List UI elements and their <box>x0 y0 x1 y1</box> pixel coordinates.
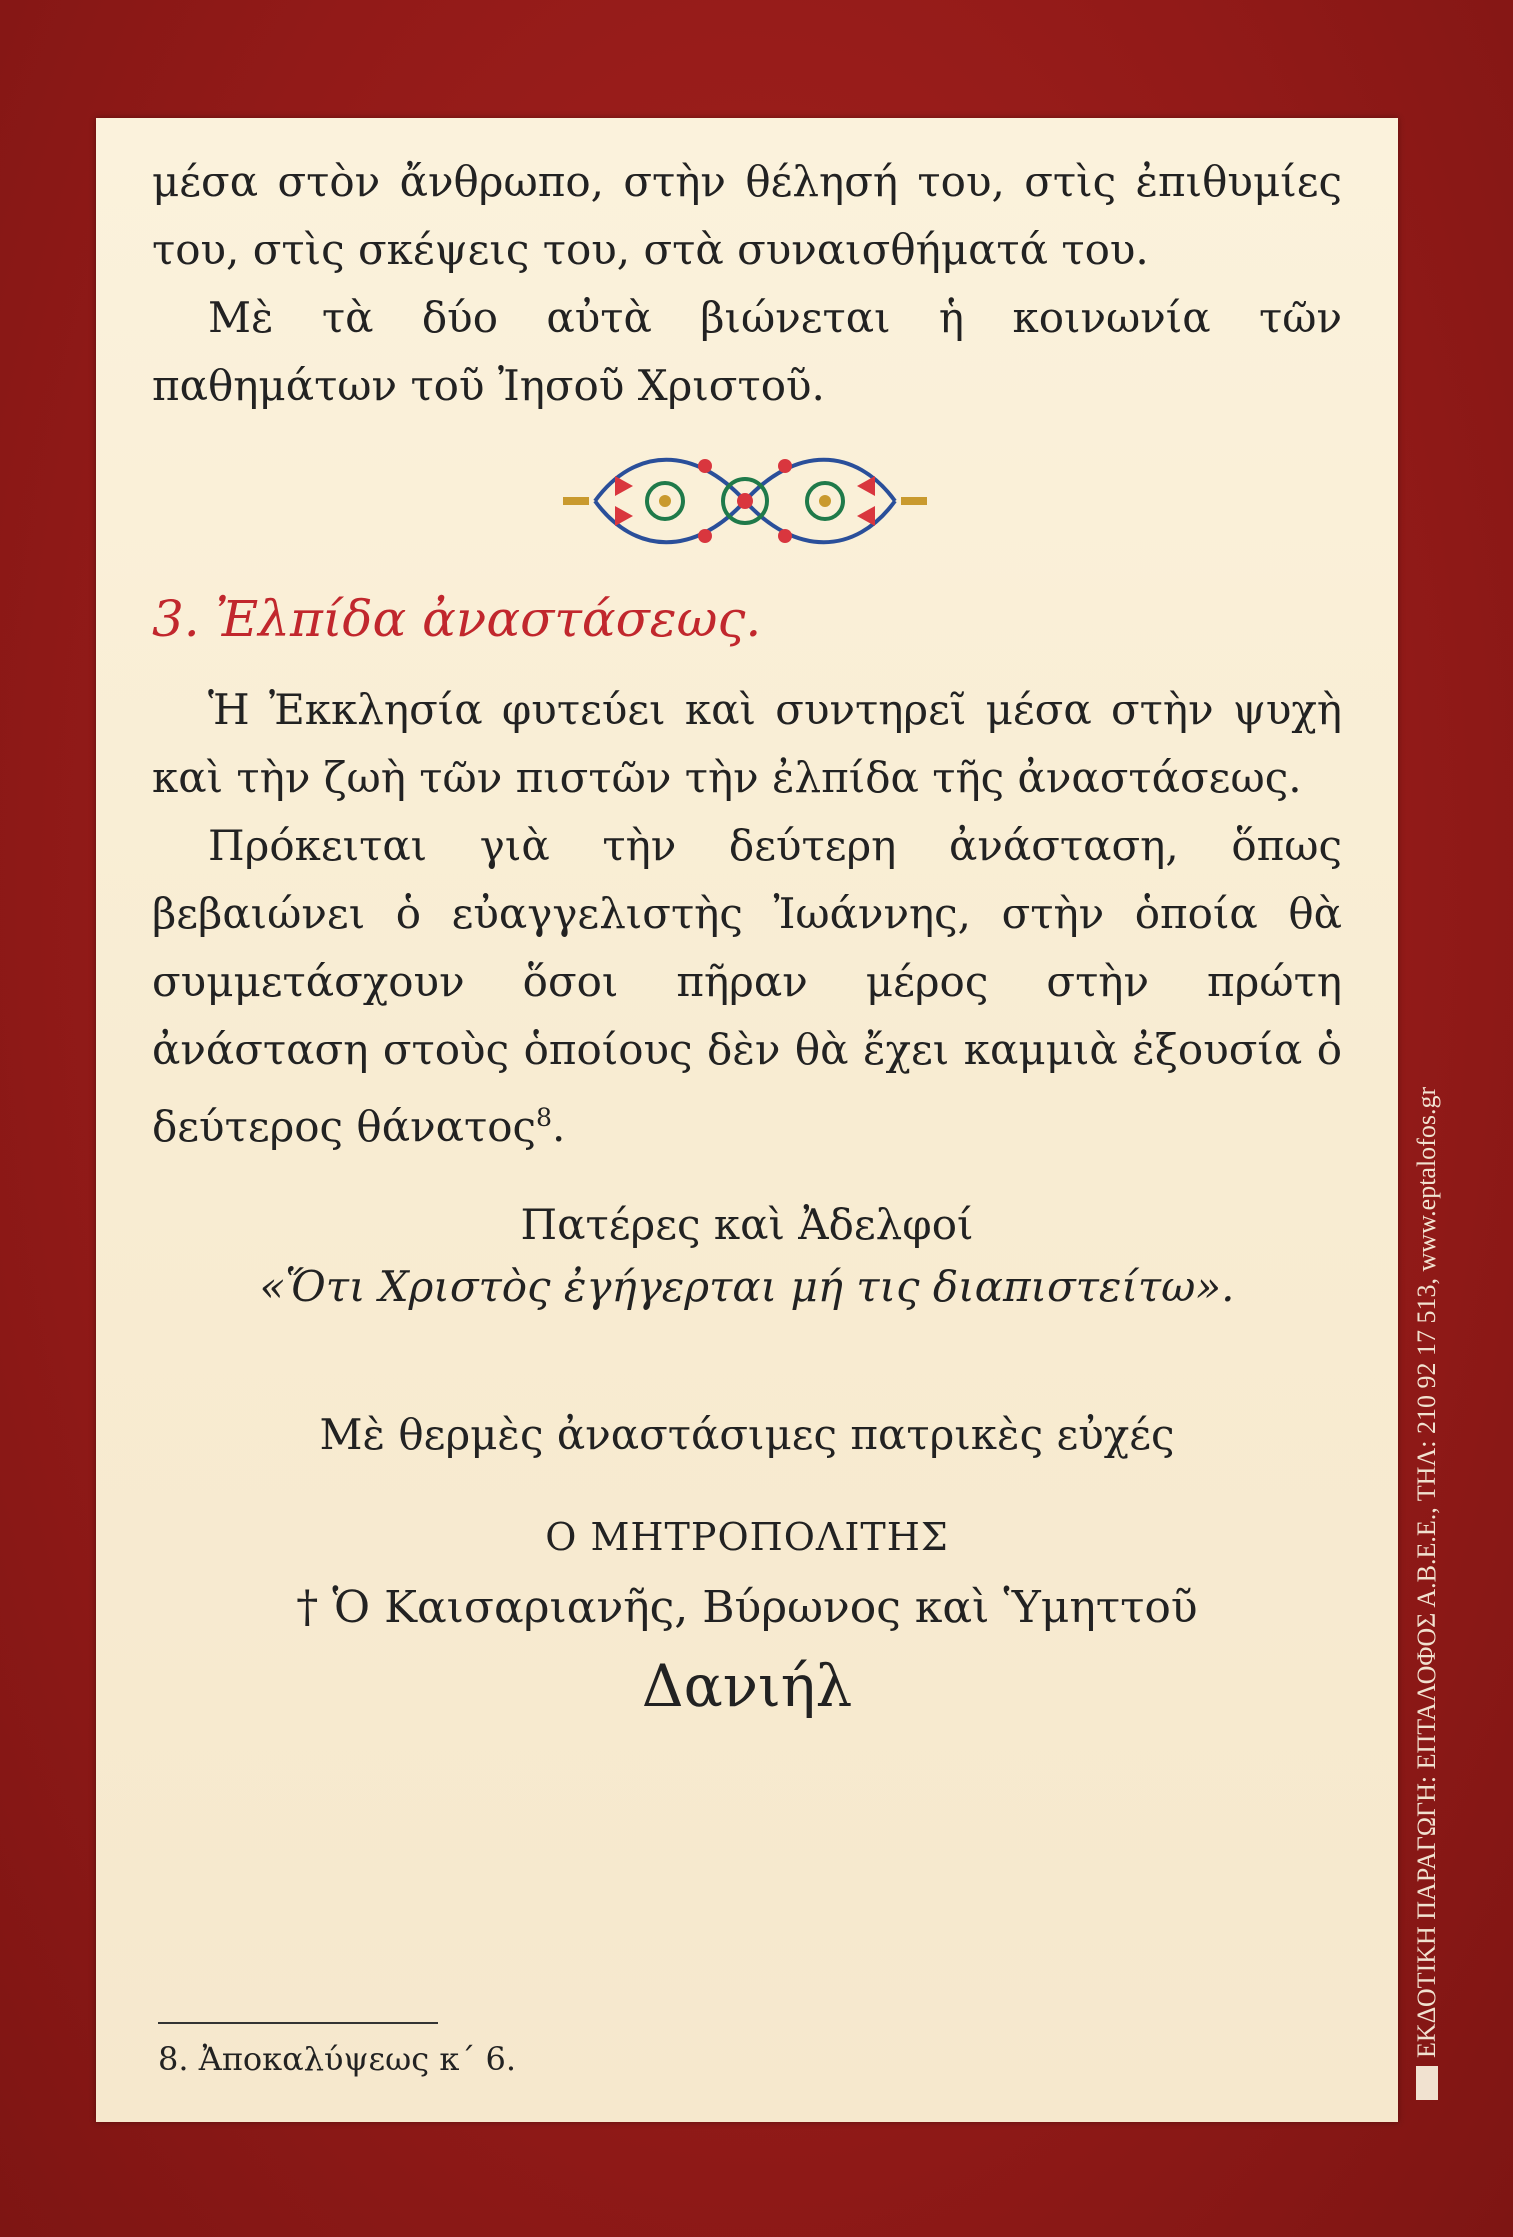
signature-title: Ο ΜΗΤΡΟΠΟΛΙΤΗΣ <box>545 1515 949 1559</box>
paragraph-second-resurrection: Πρόκειται γιὰ τὴν δεύτερη ἀνάσταση, ὅπως βεβαιώνει ὁ εὐαγγελιστὴς Ἰωάννης, στὴν ὁποία θὰ συμμετάσχουν ὅσοι πῆραν μέρος στὴν πρώτη ἀνάσταση στοὺς ὁποίους δὲν θὰ ἔχει καμμιὰ ἐξουσία ὁ δεύτερος θάνατος$^8$. <box>152 821 1342 1151</box>
paschal-quote: «Ὅτι Χριστὸς ἐγήγερται μή τις διαπιστείτω». <box>259 1262 1235 1311</box>
blessing: Μὲ θερμὲς ἀναστάσιμες πατρικὲς εὐχές <box>319 1410 1175 1459</box>
paragraph-hope: Ἡ Ἐκκλησία φυτεύει καὶ συντηρεῖ μέσα στὴν ψυχὴ καὶ τὴν ζωὴ τῶν πιστῶν τὴν ἐλπίδα τῆς ἀναστάσεως. <box>152 685 1342 802</box>
publisher-credit-text: ΕΚΔΟΤΙΚΗ ΠΑΡΑΓΩΓΗ: ΕΠΤΑΛΟΦΟΣ Α.Β.Ε.Ε., ΤΗΛ: 210 92 17 513, www.eptalofos.gr <box>1412 1086 1441 2058</box>
signature-see: † Ὁ Καισαριανῆς, Βύρωνος καὶ Ὑμηττοῦ <box>296 1582 1198 1633</box>
publisher-credit <box>1412 1000 1442 2100</box>
signature-name: Δανιήλ <box>641 1652 853 1720</box>
section-heading: 3. Ἐλπίδα ἀναστάσεως. <box>152 590 762 648</box>
section-text-block <box>152 676 1342 1161</box>
ornament-icon <box>555 436 935 566</box>
addressees: Πατέρες καὶ Ἀδελφοί <box>520 1200 974 1249</box>
paragraph-second-resurrection-text: Πρόκειται γιὰ τὴν δεύτερη ἀνάσταση, ὅπως βεβαιώνει ὁ εὐαγγελιστὴς Ἰωάννης, στὴν ὁποία θὰ συμμετάσχουν ὅσοι πῆραν μέρος στὴν πρώτη ἀνάσταση στοὺς ὁποίους δὲν θὰ ἔχει καμμιὰ ἐξουσία ὁ δεύτερος θάνατος <box>152 821 1342 1151</box>
top-text-block <box>152 148 1342 420</box>
paragraph-continuation: μέσα στὸν ἄνθρωπο, στὴν θέλησή του, στὶς ἐπιθυμίες του, στὶς σκέψεις του, στὰ συναισθήματά του. <box>152 157 1342 274</box>
paragraph-communion: Μὲ τὰ δύο αὐτὰ βιώνεται ἡ κοινωνία τῶν παθημάτων τοῦ Ἰησοῦ Χριστοῦ. <box>152 293 1342 410</box>
footnote-reference: 8 <box>536 1103 553 1132</box>
publisher-logo-icon <box>1416 2066 1438 2100</box>
footnote-divider <box>158 2022 438 2024</box>
footnote: 8. Ἀποκαλύψεως κ΄ 6. <box>158 2040 517 2078</box>
